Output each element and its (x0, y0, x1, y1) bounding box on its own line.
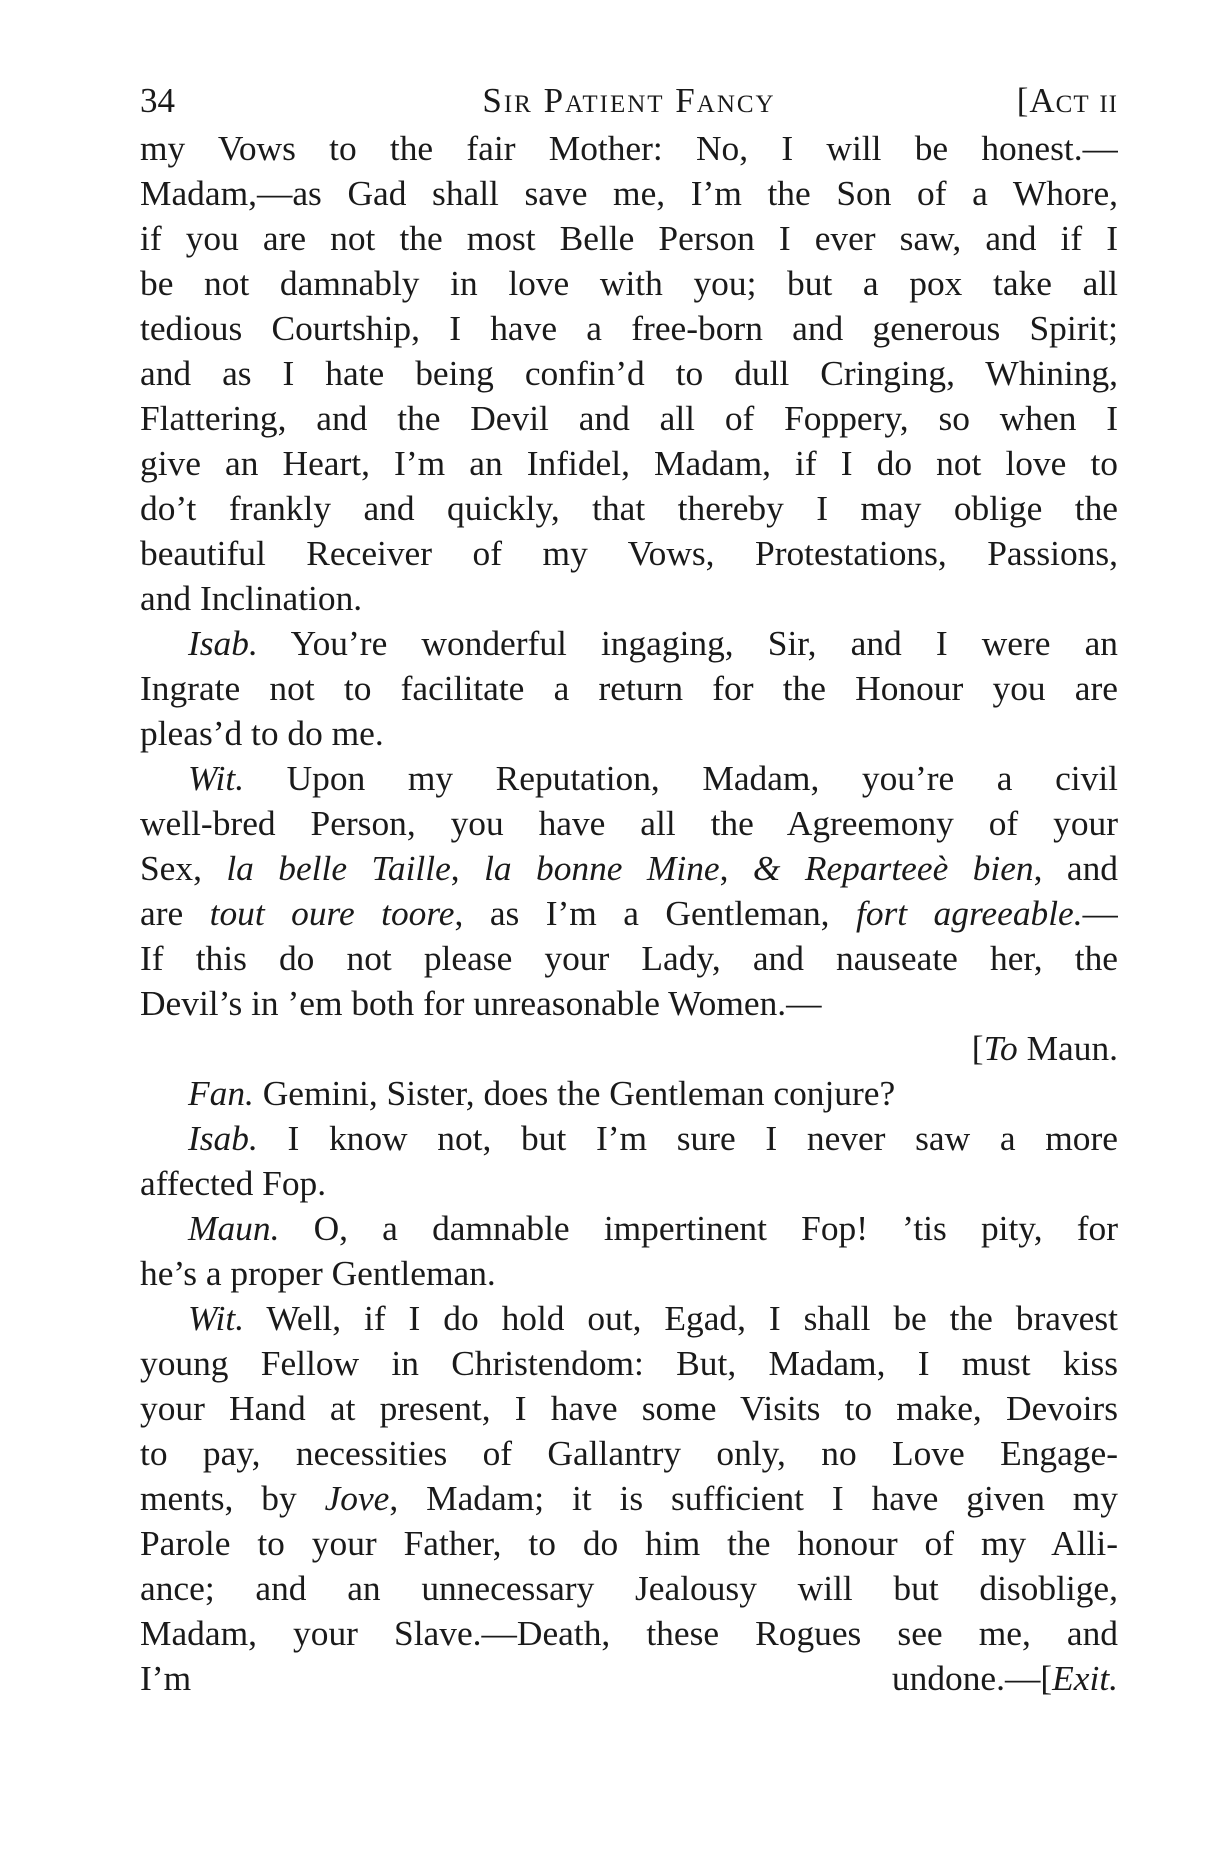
speech-text: , and (1033, 848, 1118, 888)
stage-exit: Exit. (1052, 1658, 1118, 1698)
speech-text: , (719, 848, 753, 888)
speaker-name: Maun. (188, 1208, 280, 1248)
text-line: my Vows to the fair Mother: No, I will be honest.— (140, 128, 1118, 168)
text-line: Devil’s in ’em both for unreasonable Women.— (140, 983, 822, 1023)
speech-text: Sex, (140, 848, 227, 888)
italic-phrase: Reparteeè bien (804, 848, 1034, 888)
text-line (140, 1296, 1118, 1341)
bracket: [ (1040, 1658, 1053, 1698)
text-line (140, 1476, 1118, 1521)
text-line (140, 1206, 1118, 1251)
stage-to: To (983, 1028, 1018, 1068)
speech-text: Well, if I do hold out, Egad, I shall be the bravest (244, 1298, 1118, 1338)
text-line: and as I hate being confin’d to dull Cringing, Whining, (140, 353, 1118, 393)
speech-text: — (1082, 893, 1118, 933)
speech-text: are (140, 893, 210, 933)
speech-text: O, a damnable impertinent Fop! ’tis pity, for (279, 1208, 1118, 1248)
text-line: Madam,—as Gad shall save me, I’m the Son of a Whore, (140, 173, 1118, 213)
text-line (140, 621, 1118, 666)
text-line: and Inclination. (140, 578, 363, 618)
text-line: tedious Courtship, I have a free-born and generous Spirit; (140, 308, 1118, 348)
text-line: young Fellow in Christendom: But, Madam, I must kiss (140, 1343, 1118, 1383)
italic-phrase: Jove (324, 1478, 390, 1518)
text-line (140, 1071, 1118, 1116)
text-line: Ingrate not to facilitate a return for the Honour you are (140, 668, 1118, 708)
italic-phrase: la belle Taille (226, 848, 451, 888)
ampersand: & (752, 848, 781, 888)
text-line: ance; and an unnecessary Jealousy will but disoblige, (140, 1568, 1118, 1608)
page-number: 34 (140, 81, 175, 120)
running-header (140, 76, 1118, 126)
speech-wit-2 (140, 1296, 1118, 1701)
speech-text: You’re wonderful ingaging, Sir, and I were an (257, 623, 1118, 663)
running-title: Sir Patient Fancy (482, 81, 776, 120)
text-line: your Hand at present, I have some Visits to make, Devoirs (140, 1388, 1118, 1428)
speech-text: Gemini, Sister, does the Gentleman conjure? (253, 1073, 896, 1113)
text-line: If this do not please your Lady, and nauseate her, the (140, 938, 1118, 978)
text-line: do’t frankly and quickly, that thereby I may oblige the (140, 488, 1118, 528)
text-line (140, 891, 1118, 936)
text-line: be not damnably in love with you; but a pox take all (140, 263, 1118, 303)
speech-text: , as I’m a Gentleman, (454, 893, 856, 933)
bracket: [ (971, 1028, 984, 1068)
text-line: Flattering, and the Devil and all of Foppery, so when I (140, 398, 1118, 438)
text-line: to pay, necessities of Gallantry only, no Love Engage- (140, 1433, 1118, 1473)
text-line: Parole to your Father, to do him the honour of my Alli- (140, 1523, 1118, 1563)
speech-text: , (450, 848, 485, 888)
text-line: he’s a proper Gentleman. (140, 1253, 496, 1293)
speech-maun (140, 1206, 1118, 1296)
stage-target: Maun. (1017, 1028, 1118, 1068)
speech-text: Upon my Reputation, Madam, you’re a civil (244, 758, 1118, 798)
speech-text: , Madam; it is sufficient I have given my (389, 1478, 1118, 1518)
speech-wit-1 (140, 756, 1118, 1071)
speech-fan (140, 1071, 1118, 1116)
stage-direction (140, 1026, 1118, 1071)
act-label: [Act ii (1016, 81, 1118, 120)
text-line: affected Fop. (140, 1163, 327, 1203)
speaker-name: Fan. (188, 1073, 254, 1113)
text-line: beautiful Receiver of my Vows, Protestations, Passions, (140, 533, 1118, 573)
speech-text (780, 848, 804, 888)
italic-phrase: tout oure toore (209, 893, 455, 933)
text-line: Madam, your Slave.—Death, these Rogues see me, and (140, 1613, 1118, 1653)
speaker-name: Isab. (188, 1118, 258, 1158)
text-line: give an Heart, I’m an Infidel, Madam, if I do not love to (140, 443, 1118, 483)
italic-phrase: fort agreeable. (855, 893, 1083, 933)
page-body (140, 126, 1118, 1701)
speaker-name: Wit. (188, 1298, 245, 1338)
text-line: if you are not the most Belle Person I ever saw, and if I (140, 218, 1118, 258)
text-line: pleas’d to do me. (140, 713, 384, 753)
speech-isab-2 (140, 1116, 1118, 1206)
text-line: well-bred Person, you have all the Agreemony of your (140, 803, 1118, 843)
text-line (140, 1116, 1118, 1161)
exit-direction (1040, 1658, 1118, 1698)
text-line (140, 846, 1118, 891)
speech-text: ments, by (140, 1478, 325, 1518)
text-line (140, 1656, 1118, 1701)
speaker-name: Wit. (188, 758, 245, 798)
speech-text: I’m undone.— (140, 1658, 1041, 1698)
italic-phrase: la bonne Mine (484, 848, 720, 888)
text-line (140, 756, 1118, 801)
speaker-name: Isab. (188, 623, 258, 663)
speech-text: I know not, but I’m sure I never saw a more (257, 1118, 1118, 1158)
speech-isab-1 (140, 621, 1118, 756)
